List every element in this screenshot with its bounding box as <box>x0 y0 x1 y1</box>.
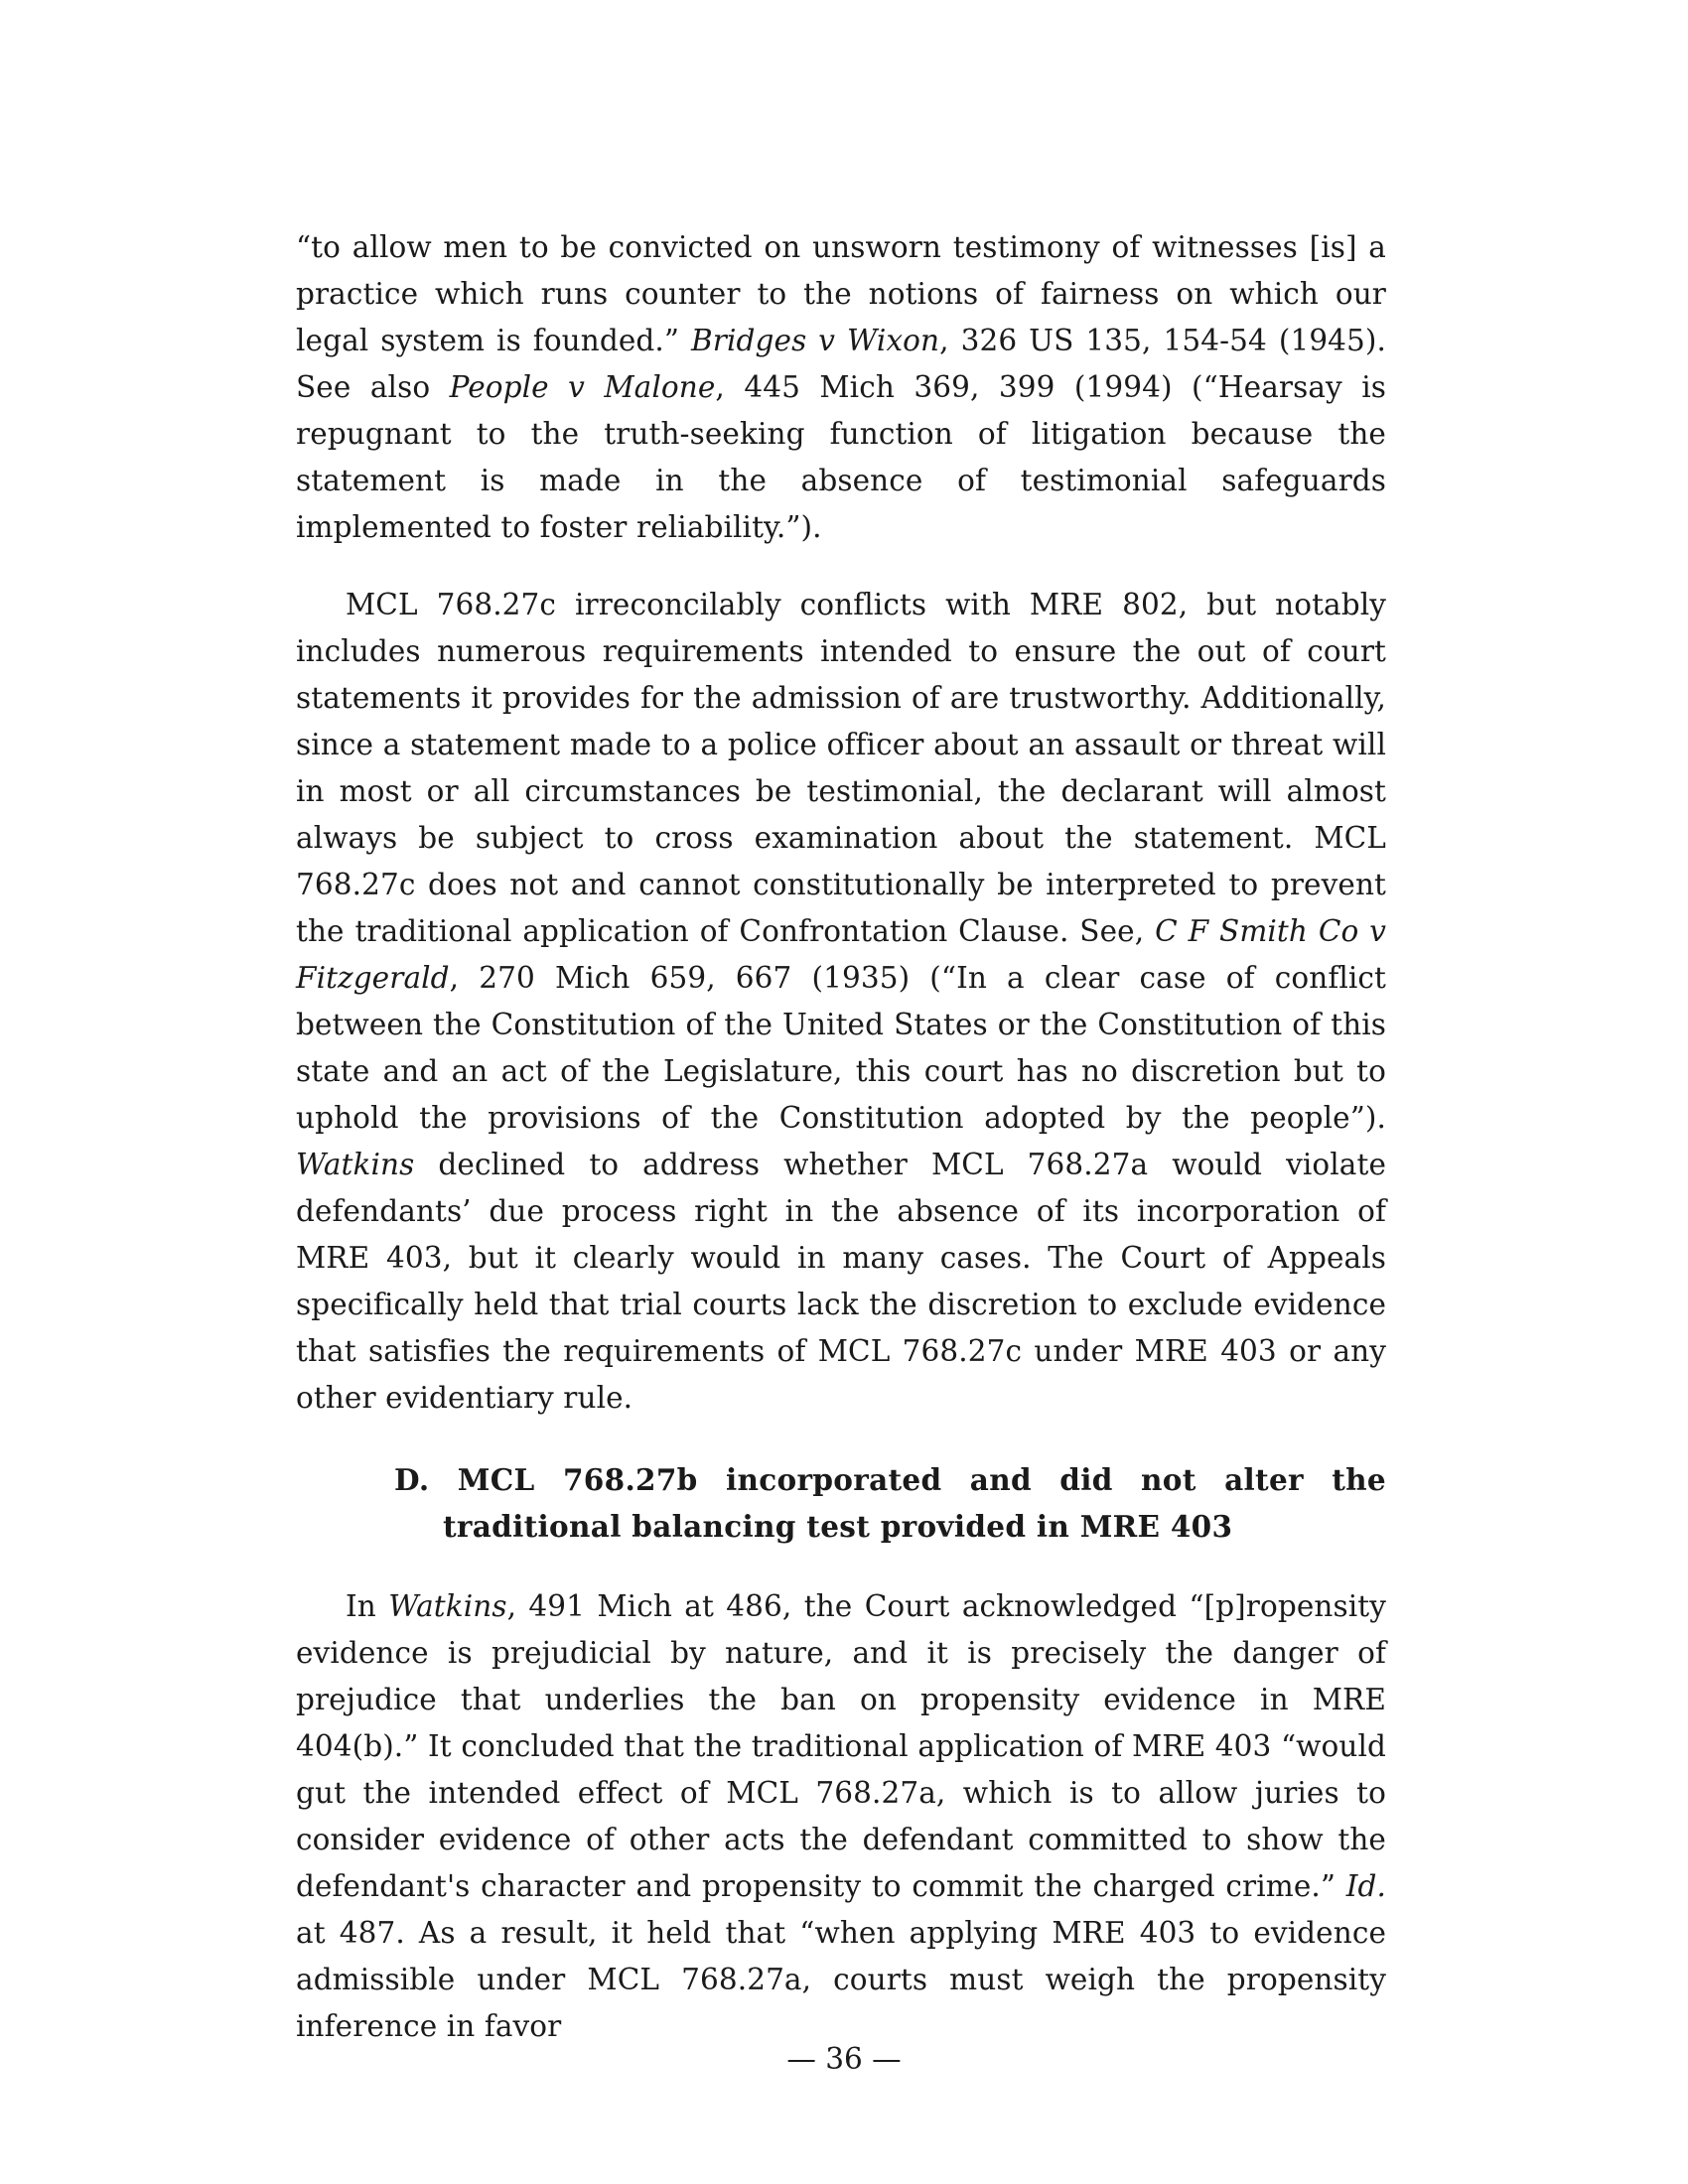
paragraph-2: MCL 768.27c irreconcilably conflicts with MRE 802, but notably includes numerous requirements intended to ensure the out of court statements it provides for the admission of are trustworthy. Additionally, since a statement made to a police officer about an assault or threat will in most or all circumstances be testimonial, the declarant will almost always be subject to cross examination about the statement. MCL 768.27c does not and cannot constitutionally be interpreted to prevent the traditional application of Confrontation Clause. See, C F Smith Co v Fitzgerald, 270 Mich 659, 667 (1935) (“In a clear case of conflict between the Constitution of the United States or the Constitution of this state and an act of the Legislature, this court has no discretion but to uphold the provisions of the Constitution adopted by the people”). Watkins declined to address whether MCL 768.27a would violate defendants’ due process right in the absence of its incorporation of MRE 403, but it clearly would in many cases. The Court of Appeals specifically held that trial courts lack the discretion to exclude evidence that satisfies the requirements of MCL 768.27c under MRE 403 or any other evidentiary rule. <box>296 588 1386 1415</box>
section-heading-line-1: D. MCL 768.27b incorporated and did not alter the <box>394 1462 1386 1497</box>
section-heading-line-2: traditional balancing test provided in MRE 403 <box>443 1509 1233 1544</box>
paragraph-1: “to allow men to be convicted on unsworn testimony of witnesses [is] a practice which runs counter to the notions of fairness on which our legal system is founded.” Bridges v Wixon, 326 US 135, 154-54 (1945). See also People v Malone, 445 Mich 369, 399 (1994) (“Hearsay is repugnant to the truth-seeking function of litigation because the statement is made in the absence of testimonial safeguards implemented to foster reliability.”). <box>296 230 1387 544</box>
case-citation: Watkins <box>296 1148 415 1181</box>
case-citation: Id. <box>1345 1869 1386 1903</box>
document-page <box>296 224 1386 2050</box>
section-heading <box>296 1456 1386 1550</box>
case-citation: Watkins <box>388 1589 507 1623</box>
case-citation: People v Malone <box>449 370 716 404</box>
page-number: — 36 — <box>786 2042 902 2076</box>
paragraph-3: In Watkins, 491 Mich at 486, the Court acknowledged “[p]ropensity evidence is prejudicial by nature, and it is precisely the danger of prejudice that underlies the ban on propensity evidence in MRE 404(b).” It concluded that the traditional application of MRE 403 “would gut the intended effect of MCL 768.27a, which is to allow juries to consider evidence of other acts the defendant committed to show the defendant's character and propensity to commit the charged crime.” Id. at 487. As a result, it held that “when applying MRE 403 to evidence admissible under MCL 768.27a, courts must weigh the propensity inference in favor <box>296 1589 1386 2043</box>
case-citation: Bridges v Wixon <box>691 324 940 357</box>
case-citation: C F Smith Co v Fitzgerald <box>296 914 1386 995</box>
